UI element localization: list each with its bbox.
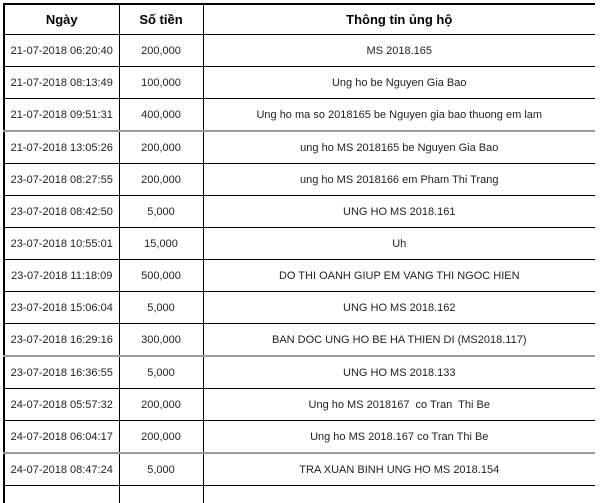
table-row (4, 196, 595, 228)
info-cell: ung ho MS 2018165 be Nguyen Gia Bao (203, 131, 595, 164)
info-cell (203, 486, 595, 503)
info-cell: UNG HO MS 2018.161 (203, 196, 595, 228)
table-row (4, 35, 595, 67)
col-header-info: Thông tin ủng hộ (203, 4, 595, 35)
date-cell: 23-07-2018 15:06:04 (4, 292, 119, 324)
info-cell: TRA XUAN BINH UNG HO MS 2018.154 (203, 453, 595, 486)
info-cell: Ung ho ma so 2018165 be Nguyen gia bao thuong em lam (203, 99, 595, 132)
date-cell: 23-07-2018 16:36:55 (4, 356, 119, 389)
info-cell: UNG HO MS 2018.133 (203, 356, 595, 389)
info-cell: BAN DOC UNG HO BE HA THIEN DI (MS2018.117) (203, 324, 595, 357)
date-cell (4, 486, 119, 503)
table-row (4, 260, 595, 292)
table-row (4, 453, 595, 486)
table-row (4, 324, 595, 357)
amount-cell: 200,000 (119, 131, 203, 164)
date-cell: 21-07-2018 06:20:40 (4, 35, 119, 67)
table-row-clipped (4, 486, 595, 503)
info-cell: Ung ho MS 2018167 co Tran Thi Be (203, 389, 595, 421)
table-body (4, 35, 595, 503)
date-cell: 21-07-2018 09:51:31 (4, 99, 119, 132)
table-row (4, 421, 595, 454)
info-cell: ung ho MS 2018166 em Pham Thi Trang (203, 164, 595, 196)
table-row (4, 228, 595, 260)
amount-cell: 200,000 (119, 35, 203, 67)
date-cell: 23-07-2018 16:29:16 (4, 324, 119, 357)
amount-cell: 5,000 (119, 292, 203, 324)
table-row (4, 67, 595, 99)
amount-cell: 100,000 (119, 67, 203, 99)
date-cell: 23-07-2018 10:55:01 (4, 228, 119, 260)
amount-cell: 5,000 (119, 196, 203, 228)
date-cell: 23-07-2018 08:27:55 (4, 164, 119, 196)
table-row (4, 356, 595, 389)
amount-cell: 200,000 (119, 421, 203, 454)
info-cell: MS 2018.165 (203, 35, 595, 67)
donation-table (3, 3, 595, 503)
amount-cell: 300,000 (119, 324, 203, 357)
amount-cell: 5,000 (119, 453, 203, 486)
amount-cell: 200,000 (119, 164, 203, 196)
amount-cell: 200,000 (119, 389, 203, 421)
col-header-date: Ngày (4, 4, 119, 35)
info-cell: UNG HO MS 2018.162 (203, 292, 595, 324)
table-row (4, 292, 595, 324)
amount-cell: 400,000 (119, 99, 203, 132)
info-cell: Uh (203, 228, 595, 260)
date-cell: 23-07-2018 08:42:50 (4, 196, 119, 228)
info-cell: Ung ho be Nguyen Gia Bao (203, 67, 595, 99)
table-header (4, 4, 595, 35)
amount-cell: 15,000 (119, 228, 203, 260)
date-cell: 24-07-2018 06:04:17 (4, 421, 119, 454)
table-row (4, 99, 595, 132)
amount-cell (119, 486, 203, 503)
col-header-amount: Số tiền (119, 4, 203, 35)
header-row (4, 4, 595, 35)
amount-cell: 5,000 (119, 356, 203, 389)
info-cell: DO THI OANH GIUP EM VANG THI NGOC HIEN (203, 260, 595, 292)
date-cell: 21-07-2018 13:05:26 (4, 131, 119, 164)
donation-table-container (3, 3, 595, 503)
table-row (4, 131, 595, 164)
amount-cell: 500,000 (119, 260, 203, 292)
table-row (4, 389, 595, 421)
date-cell: 24-07-2018 05:57:32 (4, 389, 119, 421)
date-cell: 23-07-2018 11:18:09 (4, 260, 119, 292)
info-cell: Ung ho MS 2018.167 co Tran Thi Be (203, 421, 595, 454)
date-cell: 24-07-2018 08:47:24 (4, 453, 119, 486)
date-cell: 21-07-2018 08:13:49 (4, 67, 119, 99)
table-row (4, 164, 595, 196)
